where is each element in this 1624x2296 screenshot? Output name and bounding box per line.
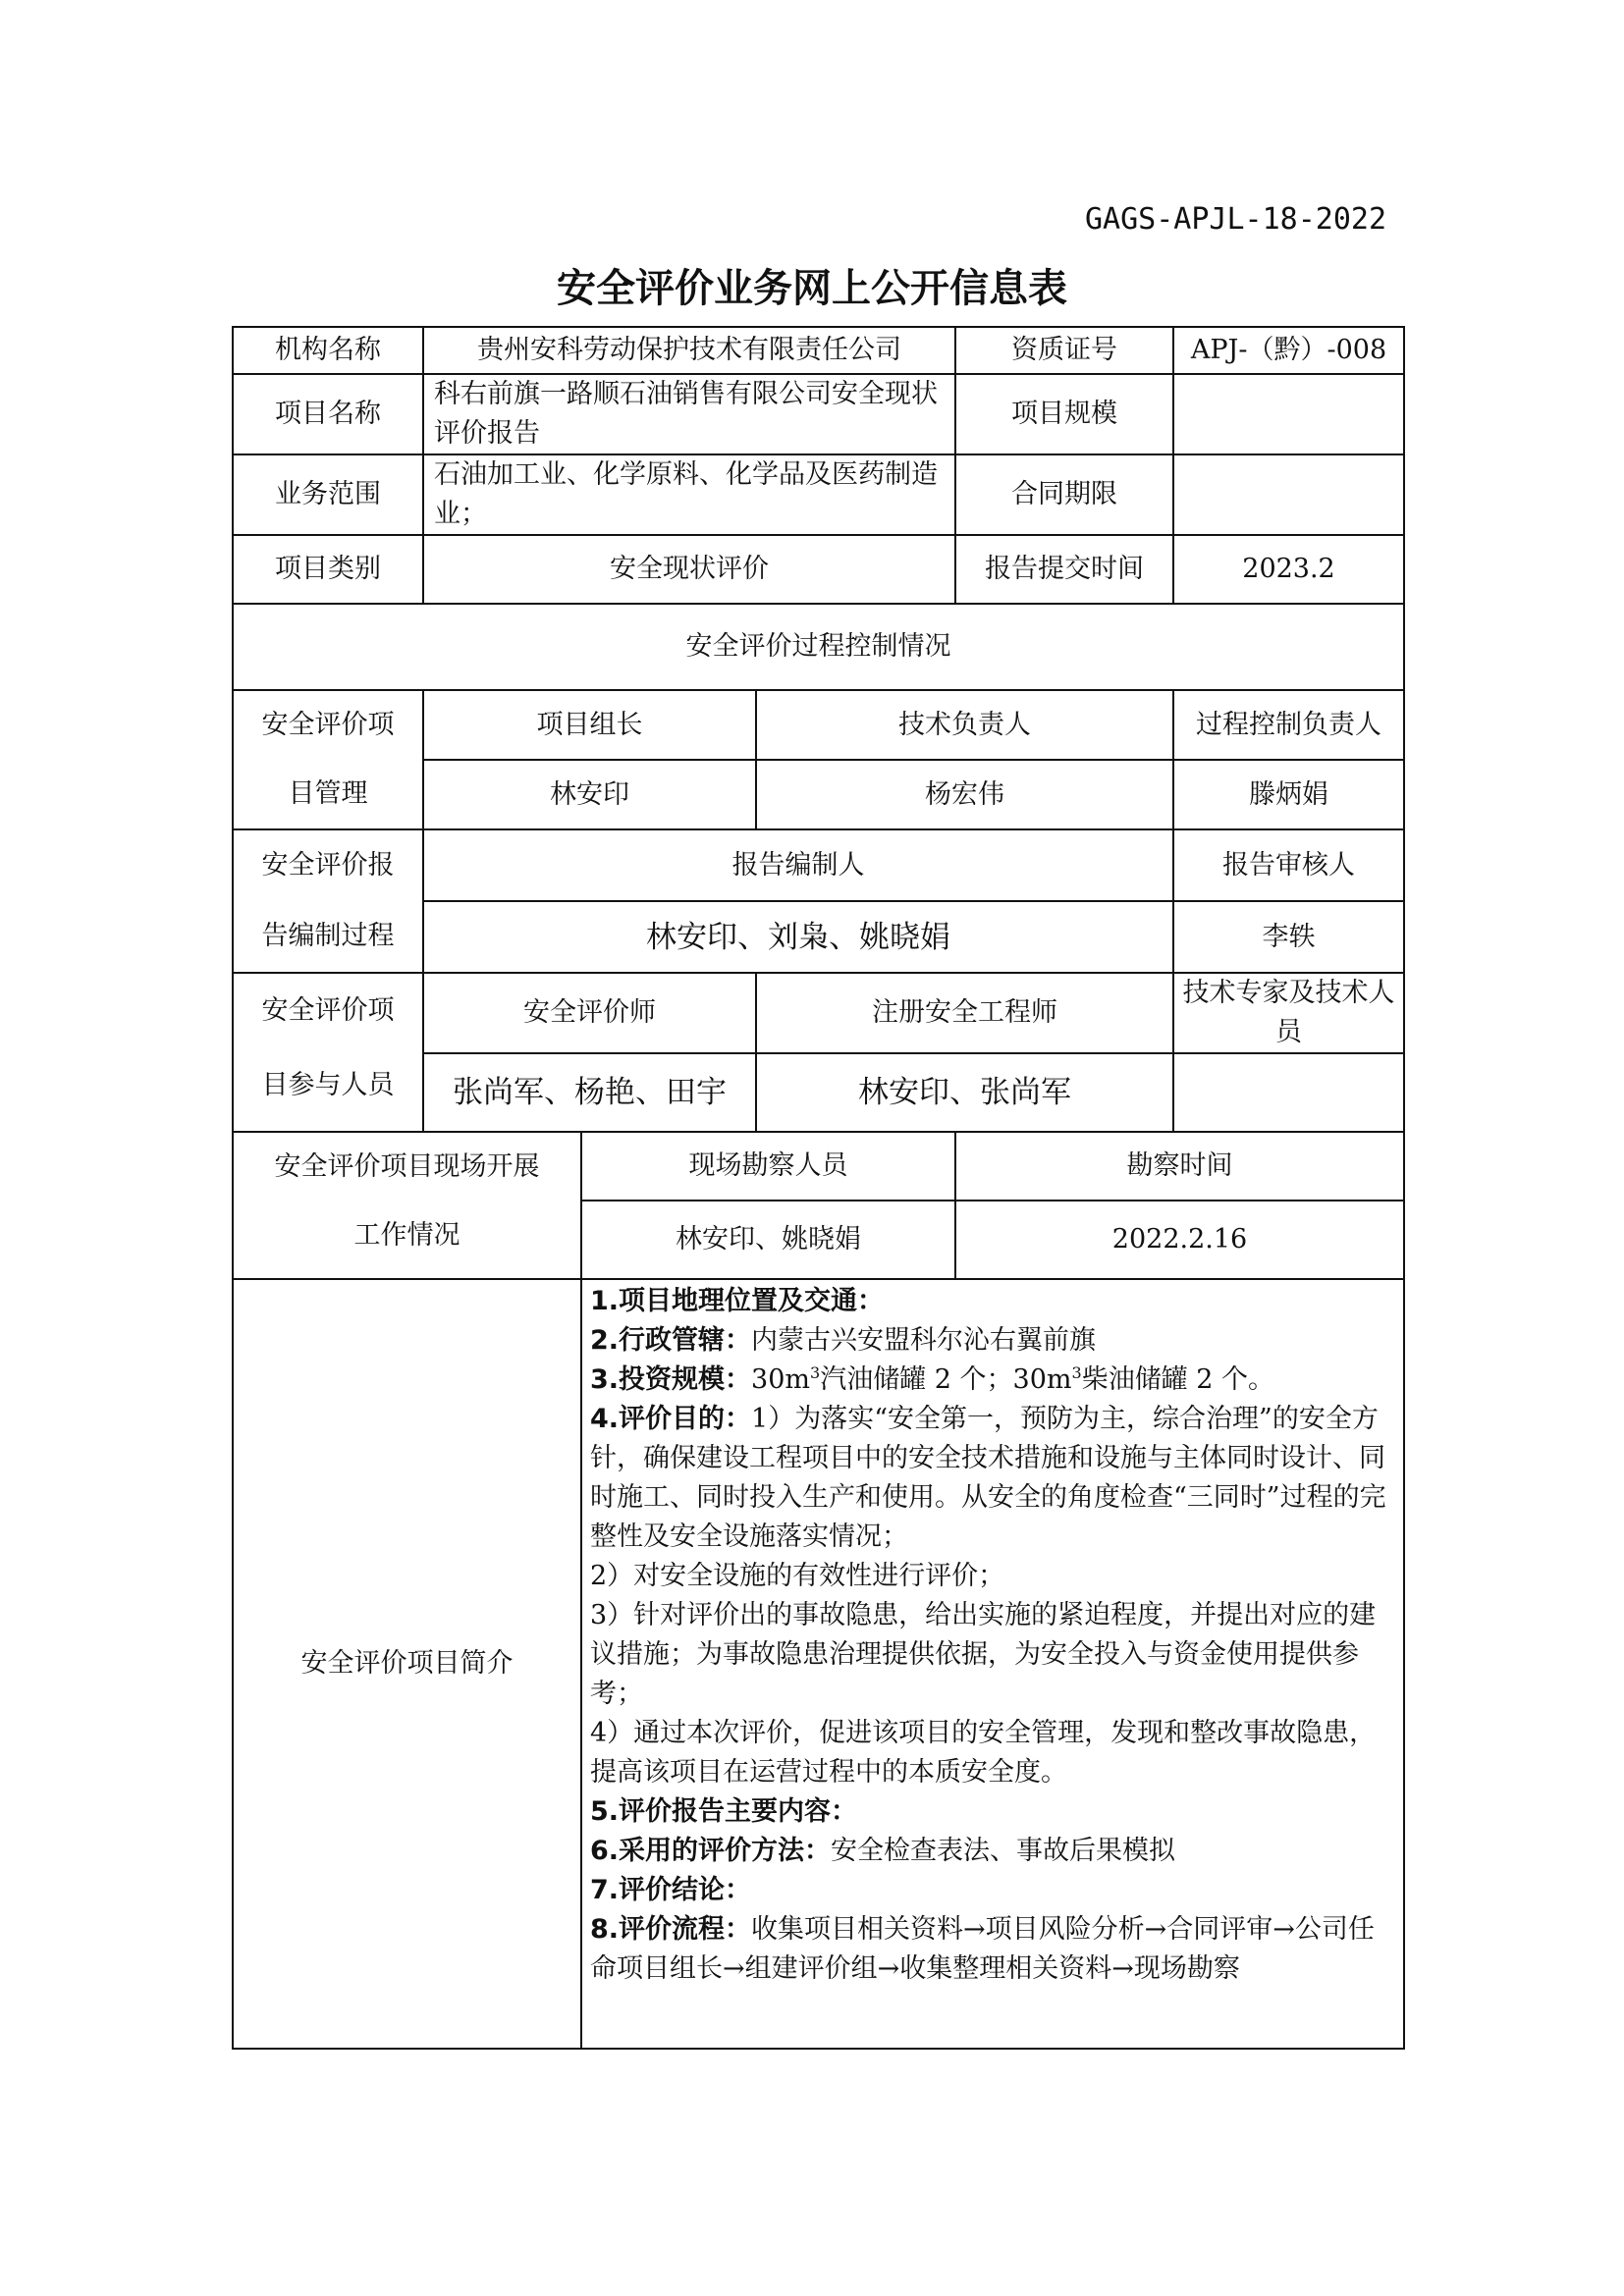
reviewer-header: 报告审核人 [1173, 829, 1404, 901]
engineer-value: 林安印、张尚军 [756, 1053, 1173, 1132]
intro-item-4-2: 2）对安全设施的有效性进行评价； [590, 1561, 1005, 1591]
site-label-line1: 安全评价项目现场开展 [274, 1151, 540, 1182]
report-label-line2: 告编制过程 [261, 921, 395, 951]
project-name-value: 科右前旗一路顺石油销售有限公司安全现状评价报告 [423, 374, 955, 454]
intro-item-8: 8.评价流程：收集项目相关资料→项目风险分析→合同评审→公司任命项目组长→组建评价组→收集整理相关资料→现场勘察 [590, 1914, 1375, 1984]
leader-value: 林安印 [423, 760, 756, 829]
tech-header: 技术负责人 [756, 690, 1173, 760]
row-business-scope [233, 454, 1404, 535]
site-time-header: 勘察时间 [955, 1132, 1404, 1201]
row-intro [233, 1279, 1404, 2049]
submit-time-value: 2023.2 [1173, 535, 1404, 604]
leader-header: 项目组长 [423, 690, 756, 760]
intro-content [581, 1279, 1404, 2049]
site-staff-header: 现场勘察人员 [581, 1132, 955, 1201]
row-org [233, 327, 1404, 374]
intro-label: 安全评价项目简介 [233, 1279, 581, 2049]
info-table [232, 326, 1405, 2050]
reviewer-value: 李轶 [1173, 901, 1404, 973]
document-code: GAGS-APJL-18-2022 [1084, 202, 1386, 237]
cert-label: 资质证号 [955, 327, 1173, 374]
row-category [233, 535, 1404, 604]
page-title: 安全评价业务网上公开信息表 [557, 266, 1067, 311]
intro-item-3: 3.投资规模：$30m^3$汽油储罐 2 个；$30m^3$柴油储罐 2 个。 [590, 1363, 1275, 1395]
row-process-header [233, 604, 1404, 690]
contract-period-label: 合同期限 [955, 454, 1173, 535]
participants-label [233, 973, 423, 1132]
category-label: 项目类别 [233, 535, 423, 604]
row-project-name [233, 374, 1404, 454]
control-value: 滕炳娟 [1173, 760, 1404, 829]
site-label-line2: 工作情况 [353, 1220, 460, 1251]
row-management-head [233, 690, 1404, 760]
cert-value: APJ-（黔）-008 [1173, 327, 1404, 374]
org-label: 机构名称 [233, 327, 423, 374]
report-label-line1: 安全评价报 [261, 850, 395, 881]
contract-period-value [1173, 454, 1404, 535]
tech-value: 杨宏伟 [756, 760, 1173, 829]
submit-time-label: 报告提交时间 [955, 535, 1173, 604]
intro-item-1: 1.项目地理位置及交通： [590, 1286, 885, 1316]
participants-label-line2: 目参与人员 [261, 1070, 395, 1100]
intro-item-7: 7.评价结论： [590, 1875, 752, 1905]
engineer-header: 注册安全工程师 [756, 973, 1173, 1053]
intro-item-4: 4.评价目的：1）为落实“安全第一，预防为主，综合治理”的安全方针，确保建设工程项目中的安全技术措施和设施与主体同时设计、同时施工、同时投入生产和使用。从安全的角度检查“三同时”过程的完整性及安全设施落实情况； [590, 1404, 1386, 1552]
report-label [233, 829, 423, 973]
org-value: 贵州安科劳动保护技术有限责任公司 [423, 327, 955, 374]
management-label-line2: 目管理 [288, 778, 368, 809]
author-header: 报告编制人 [423, 829, 1173, 901]
management-label-line1: 安全评价项 [261, 710, 395, 740]
row-site-head [233, 1132, 1404, 1201]
participants-label-line1: 安全评价项 [261, 995, 395, 1026]
business-scope-label: 业务范围 [233, 454, 423, 535]
evaluator-value: 张尚军、杨艳、田宇 [423, 1053, 756, 1132]
scale-value [1173, 374, 1404, 454]
intro-item-4-4: 4）通过本次评价，促进该项目的安全管理，发现和整改事故隐患，提高该项目在运营过程中的本质安全度。 [590, 1718, 1377, 1788]
business-scope-value: 石油加工业、化学原料、化学品及医药制造业； [423, 454, 955, 535]
project-name-label: 项目名称 [233, 374, 423, 454]
management-label [233, 690, 423, 829]
row-participants-head [233, 973, 1404, 1053]
site-label [233, 1132, 581, 1279]
row-report-head [233, 829, 1404, 901]
expert-header: 技术专家及技术人员 [1173, 973, 1404, 1053]
expert-value [1173, 1053, 1404, 1132]
scale-label: 项目规模 [955, 374, 1173, 454]
intro-item-4-3: 3）针对评价出的事故隐患，给出实施的紧迫程度，并提出对应的建议措施；为事故隐患治理提供依据，为安全投入与资金使用提供参考； [590, 1600, 1377, 1709]
intro-item-6: 6.采用的评价方法：安全检查表法、事故后果模拟 [590, 1836, 1176, 1866]
intro-item-2: 2.行政管辖：内蒙古兴安盟科尔沁右翼前旗 [590, 1325, 1097, 1356]
site-staff-value: 林安印、姚晓娟 [581, 1201, 955, 1279]
author-value: 林安印、刘枭、姚晓娟 [423, 901, 1173, 973]
control-header: 过程控制负责人 [1173, 690, 1404, 760]
category-value: 安全现状评价 [423, 535, 955, 604]
site-time-value: 2022.2.16 [955, 1201, 1404, 1279]
evaluator-header: 安全评价师 [423, 973, 756, 1053]
process-header: 安全评价过程控制情况 [233, 604, 1404, 690]
intro-item-5: 5.评价报告主要内容： [590, 1796, 858, 1827]
